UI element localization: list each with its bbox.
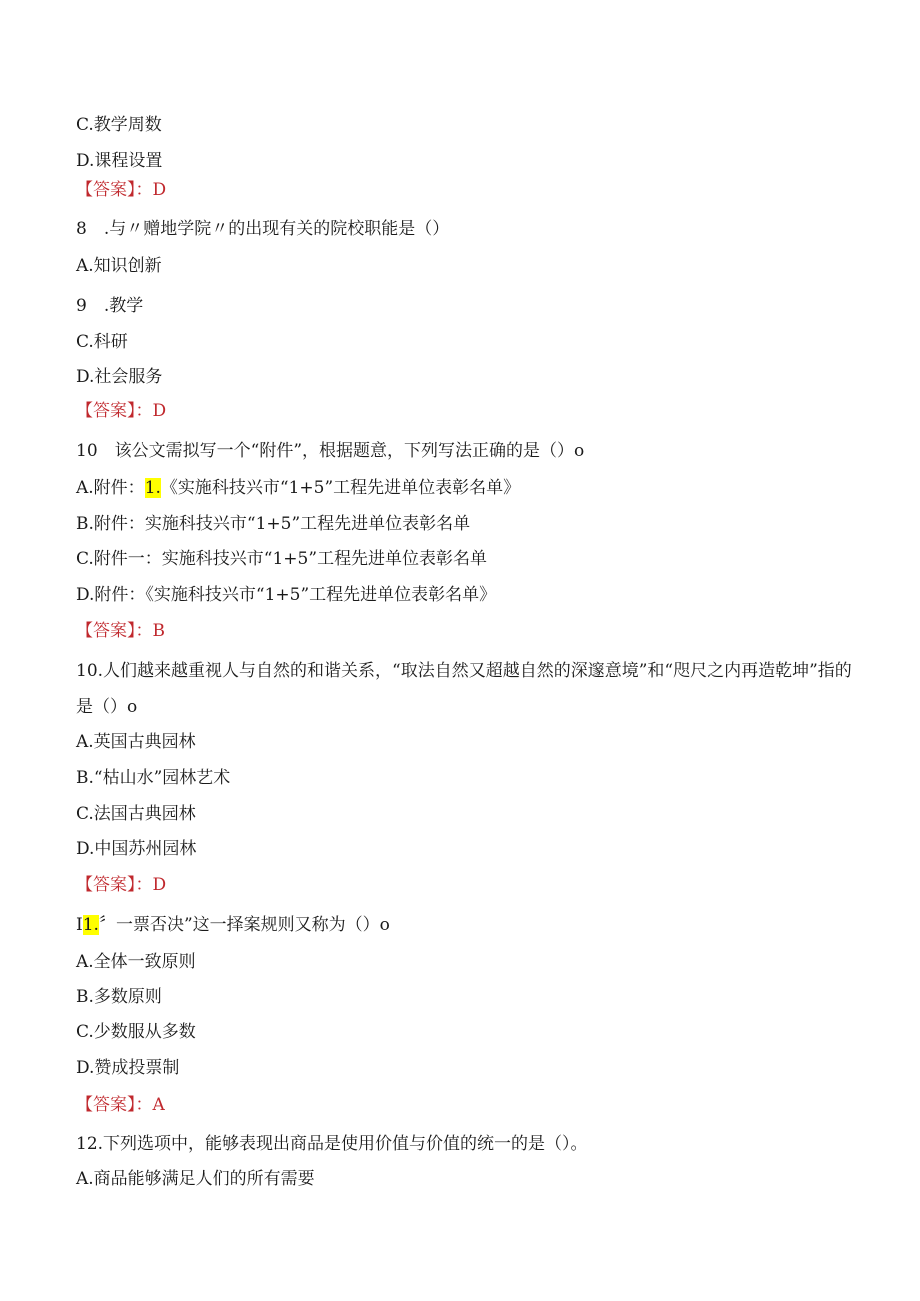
highlight-mark: 1. [144,478,161,498]
answer-label: 【答案】：A [76,1095,165,1115]
option-c: C.教学周数 [76,115,162,135]
option-d: D.社会服务 [76,367,163,387]
question-9: 9 .教学 [76,296,144,316]
option-d: D.中国苏州园林 [76,839,197,859]
option-a-prefix: A.附件： [76,478,145,498]
option-a: A.商品能够满足人们的所有需要 [76,1169,315,1189]
option-a: A.英国古典园林 [76,732,196,752]
option-d: D.附件：《实施科技兴市“1+5”工程先进单位表彰名单》 [76,585,497,605]
question-12: 12.下列选项中，能够表现出商品是使用价值与价值的统一的是（）。 [76,1134,588,1154]
option-a: A.全体一致原则 [76,952,196,972]
question-11-prefix: I [76,915,83,935]
option-d: D.赞成投票制 [76,1058,180,1078]
option-c: C.少数服从多数 [76,1022,196,1042]
question-8: 8 .与〃赠地学院〃的出现有关的院校职能是（） [76,219,450,239]
option-d: D.课程设置 [76,151,163,171]
option-b: B.“枯山水”园林艺术 [76,768,231,788]
option-a [76,477,520,499]
answer-label: 【答案】：D [76,180,167,200]
question-10b: 10.人们越来越重视人与自然的和谐关系，“取法自然又超越自然的深邃意境”和“咫尺之内再造乾坤”指的是（）o [76,661,852,717]
option-a-text: 《实施科技兴市“1+5”工程先进单位表彰名单》 [160,478,521,498]
option-b: B.多数原则 [76,987,162,1007]
question-11-text: 〞一票否决”这一择案规则又称为（）o [98,915,390,935]
answer-label: 【答案】：B [76,621,165,641]
option-c: C.法国古典园林 [76,804,196,824]
option-c: C.附件一：实施科技兴市“1+5”工程先进单位表彰名单 [76,549,488,569]
question-11 [76,914,390,936]
answer-label: 【答案】：D [76,875,167,895]
option-b: B.附件：实施科技兴市“1+5”工程先进单位表彰名单 [76,514,471,534]
highlight-mark: 1. [82,915,99,935]
question-10a: 10 该公文需拟写一个“附件”，根据题意，下列写法正确的是（）o [76,441,585,461]
option-c: C.科研 [76,332,128,352]
answer-label: 【答案】：D [76,401,167,421]
option-a: A.知识创新 [76,256,162,276]
